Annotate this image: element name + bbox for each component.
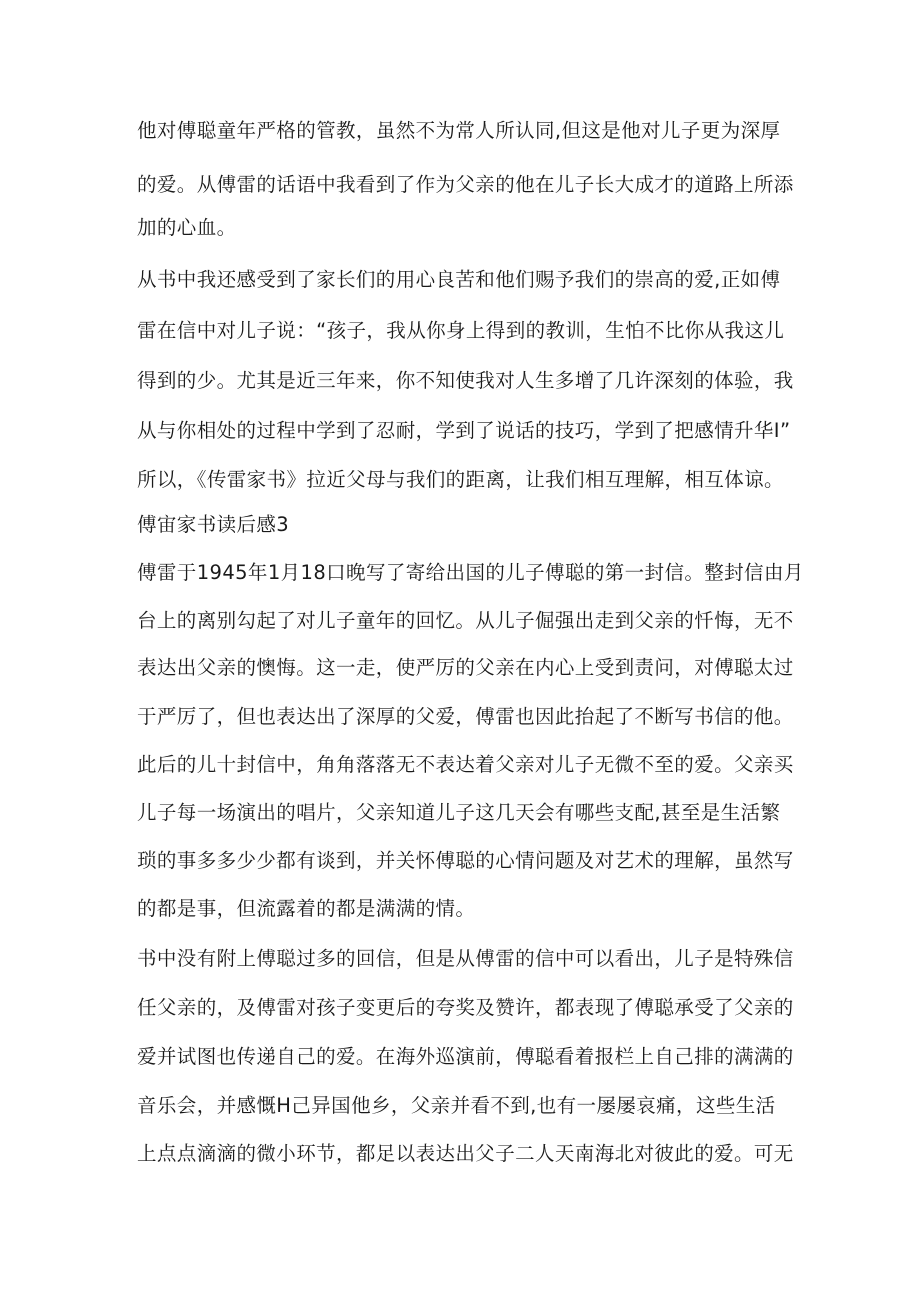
paragraph-line: 任父亲的，及傅雷对孩子变更后的夸奖及赞许，都表现了傅聪承受了父亲的 [137, 996, 794, 1019]
paragraph-line: 爱并试图也传递自己的爱。在海外巡演前，傅聪看着报栏上自己排的满满的 [137, 1045, 794, 1068]
paragraph-line: 的都是事，但流露着的都是满满的情。 [137, 897, 476, 920]
paragraph-line: 上点点滴滴的微小环节，都足以表达出父子二人天南海北对彼此的爱。可无 [137, 1142, 794, 1165]
paragraph-line: 琐的事多多少少都有谈到，并关怀傅聪的心情问题及对艺术的理解，虽然写 [137, 849, 794, 872]
section-heading: 傅宙家书读后感3 [137, 513, 290, 536]
paragraph-line: 表达出父亲的懊悔。这一走，使严厉的父亲在内心上受到责问，对傅聪太过 [137, 656, 794, 679]
paragraph-line: 于严厉了，但也表达出了深厚的父爱，傅雷也因此抬起了不断写书信的他。 [137, 705, 794, 728]
paragraph-line: 他对傅聪童年严格的管教，虽然不为常人所认同,但这是他对儿子更为深厚 [137, 119, 781, 142]
paragraph-line: 台上的离别勾起了对儿子童年的回忆。从儿子倔强出走到父亲的忏悔，无不 [137, 609, 794, 632]
paragraph-line: 从与你相处的过程中学到了忍耐，学到了说话的技巧，学到了把感情升华I” [137, 419, 791, 442]
paragraph-line: 从书中我还感受到了家长们的用心良苦和他们赐予我们的崇高的爱,正如傅 [137, 268, 781, 291]
paragraph-line: 傅雷于1945年1月18口晚写了寄给出国的儿子傅聪的第一封信。整封信由月 [137, 561, 804, 584]
paragraph-line: 得到的少。尤其是近三年来，你不知使我对人生多增了几许深刻的体验，我 [137, 369, 794, 392]
paragraph-line: 儿子每一场演出的唱片，父亲知道儿子这几天会有哪些支配,甚至是生活繁 [137, 801, 781, 824]
paragraph-line: 音乐会，并感慨H己异国他乡，父亲并看不到,也有一屡屡哀痛，这些生活 [137, 1094, 776, 1117]
paragraph-line: 加的心血。 [137, 216, 237, 239]
paragraph-line: 的爱。从傅雷的话语中我看到了作为父亲的他在儿子长大成才的道路上所添 [137, 173, 794, 196]
paragraph-line: 所以，《传雷家书》拉近父母与我们的距离，让我们相互理解，相互体谅。 [137, 468, 784, 491]
paragraph-line: 雷在信中对儿子说：“孩子，我从你身上得到的教训，生怕不比你从我这儿 [137, 319, 785, 342]
paragraph-line: 此后的儿十封信中，角角落落无不表达着父亲对儿子无微不至的爱。父亲买 [137, 753, 794, 776]
paragraph-line: 书中没有附上傅聪过多的回信，但是从傅雷的信中可以看出，儿子是特殊信 [137, 947, 794, 970]
